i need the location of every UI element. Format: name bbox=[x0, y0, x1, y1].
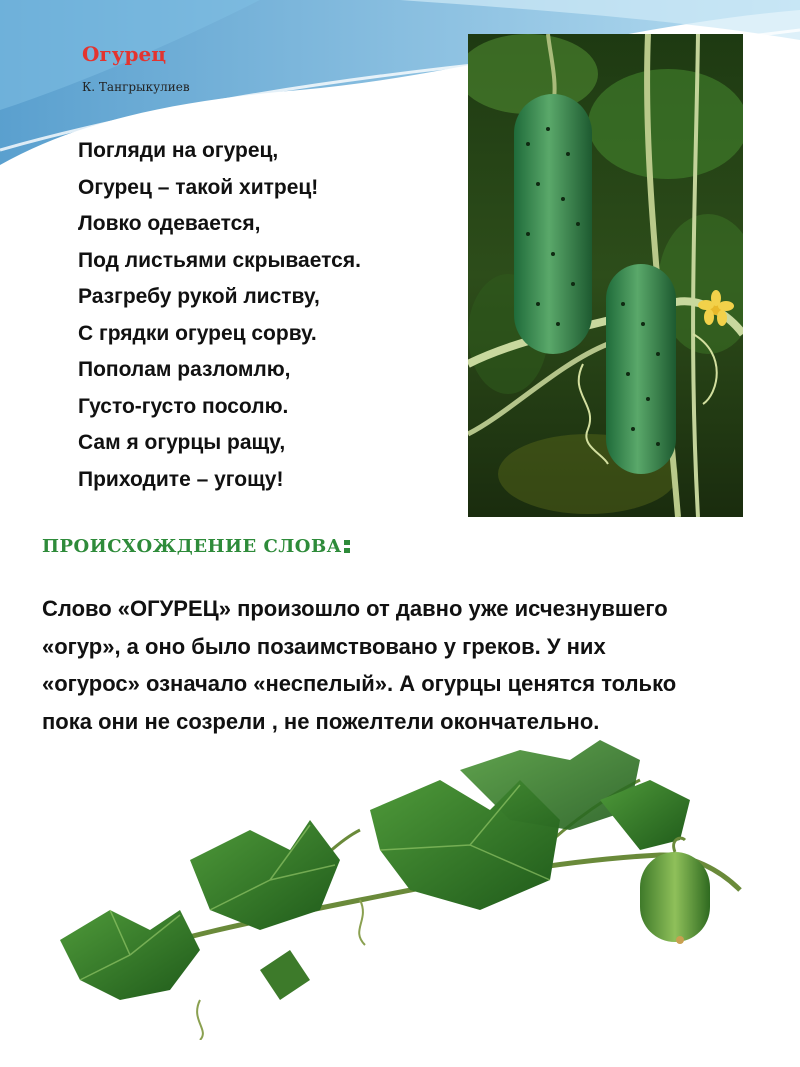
poem-line: Огурец – такой хитрец! bbox=[78, 175, 319, 199]
cucumber-vine-illustration bbox=[40, 740, 760, 1040]
poem-title: Огурец bbox=[82, 42, 166, 66]
poem-author: К. Тангрыкулиев bbox=[82, 80, 190, 94]
origin-text: Слово «ОГУРЕЦ» произошло от давно уже исчезнувшего «огур», а оно было позаимствовано у греков. У них «огурос» означало «неспелый». А огурцы ценятся только пока они не созрели , не пожелтели окончательно. bbox=[42, 596, 677, 734]
poem-line: Сам я огурцы ращу, bbox=[78, 431, 286, 454]
poem-line: Разгребу рукой листву, bbox=[78, 285, 320, 308]
origin-heading bbox=[42, 536, 352, 557]
poem-line: Густо-густо посолю. bbox=[78, 394, 289, 418]
colon-mark-icon bbox=[342, 538, 352, 554]
poem-line: Под листьями скрывается. bbox=[78, 248, 361, 272]
poem-text bbox=[78, 133, 478, 498]
poem-line: Пополам разломлю, bbox=[78, 358, 291, 381]
poem-line: Ловко одевается, bbox=[78, 212, 261, 235]
origin-heading-text: ПРОИСХОЖДЕНИЕ СЛОВА bbox=[42, 536, 342, 557]
cucumber-photo bbox=[468, 34, 743, 517]
poem-line: Погляди на огурец, bbox=[78, 139, 279, 162]
poem-line: Приходите – угощу! bbox=[78, 467, 284, 491]
poem-line: С грядки огурец сорву. bbox=[78, 321, 317, 345]
